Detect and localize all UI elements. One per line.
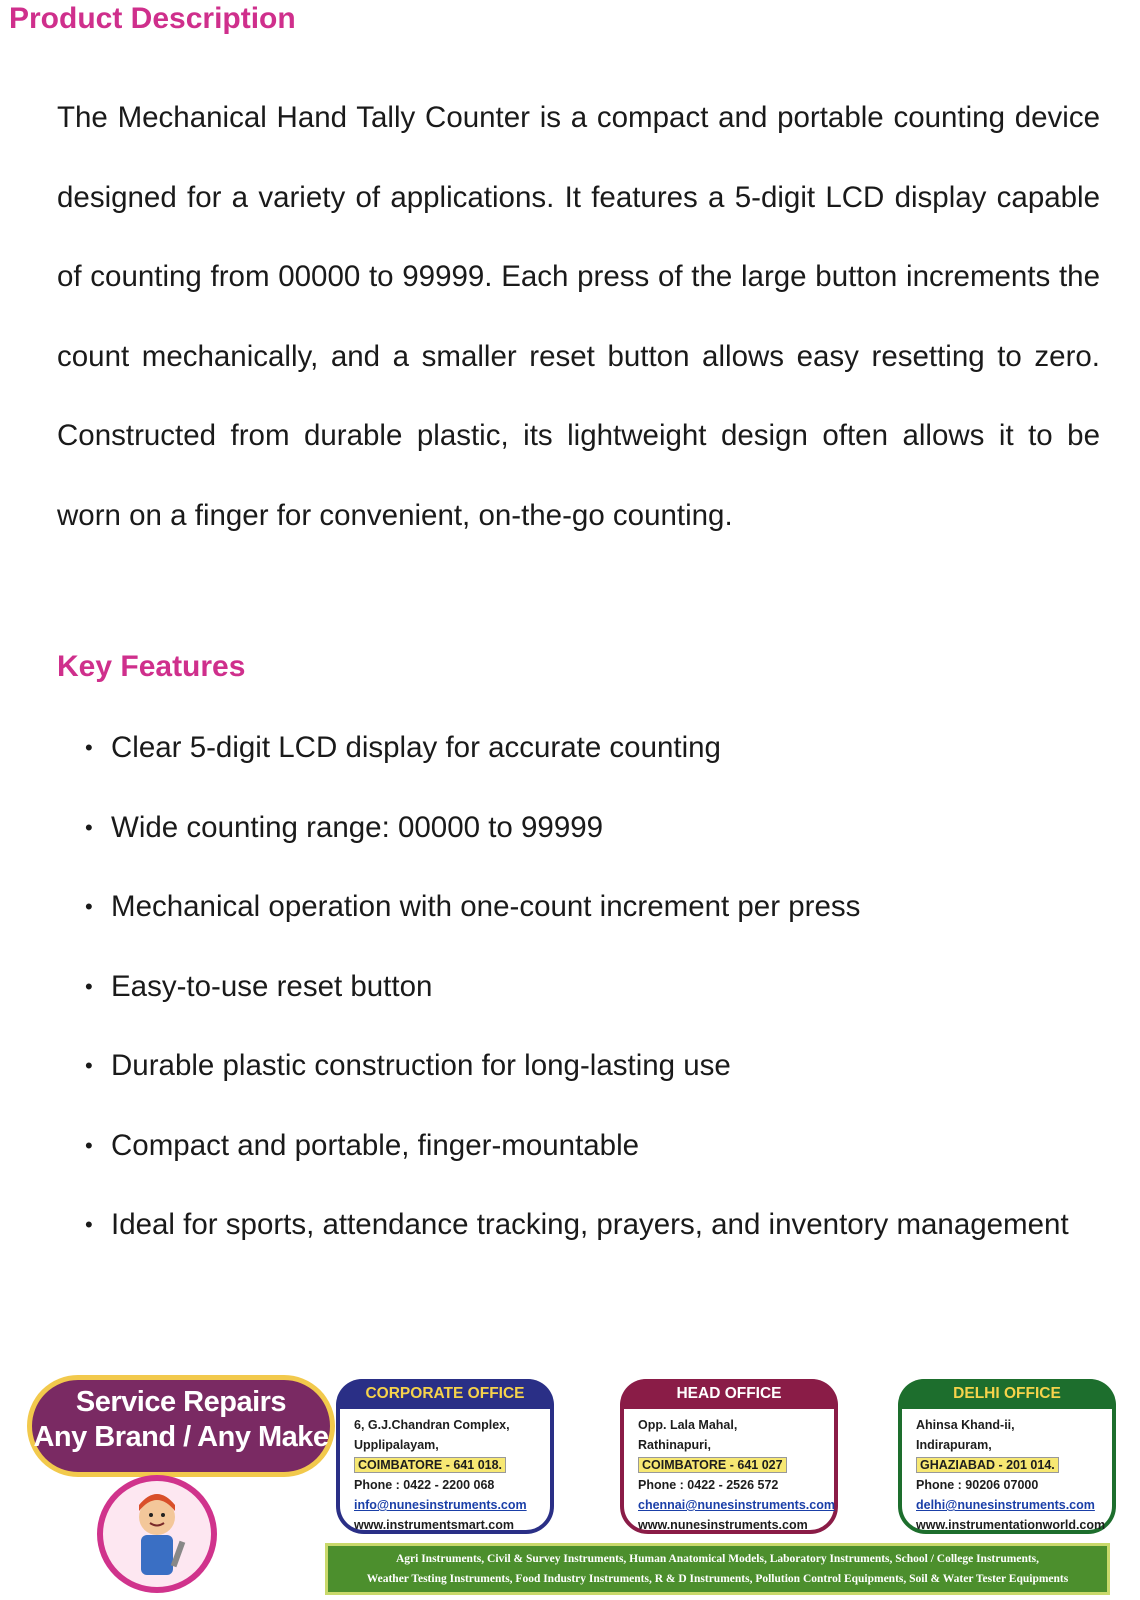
- list-item: • Compact and portable, finger-mountable: [85, 1106, 1100, 1186]
- address-line: Upplipalayam,: [354, 1438, 439, 1452]
- city-badge: COIMBATORE - 641 018.: [354, 1457, 506, 1473]
- bullet-icon: •: [85, 1212, 93, 1237]
- delhi-office-card: [898, 1379, 1116, 1534]
- phone-number: Phone : 0422 - 2200 068: [354, 1478, 495, 1492]
- footer-banner: [0, 1365, 1140, 1600]
- website-link[interactable]: www.instrumentationworld.com: [916, 1518, 1106, 1532]
- features-list: [85, 708, 1100, 1265]
- bullet-icon: •: [85, 1053, 93, 1078]
- bullet-icon: •: [85, 814, 93, 840]
- list-item: • Clear 5-digit LCD display for accurate counting: [85, 708, 1100, 788]
- service-badge: [27, 1375, 335, 1477]
- city-badge: COIMBATORE - 641 027: [638, 1457, 787, 1473]
- service-subtitle: Any Brand / Any Make: [33, 1421, 329, 1453]
- phone-number: Phone : 90206 07000: [916, 1478, 1039, 1492]
- email-link[interactable]: chennai@nunesinstruments.com: [638, 1498, 835, 1512]
- corporate-office-title: CORPORATE OFFICE: [336, 1379, 554, 1409]
- categories-line: Weather Testing Instruments, Food Industry Instruments, R & D Instruments, Pollution Control Equipments, Soil & Water Tester Equipments: [366, 1573, 1069, 1585]
- features-heading: Key Features: [57, 650, 246, 683]
- list-item: • Durable plastic construction for long-lasting use: [85, 1026, 1100, 1106]
- city-badge: GHAZIABAD - 201 014.: [916, 1457, 1059, 1473]
- phone-number: Phone : 0422 - 2526 572: [638, 1478, 779, 1492]
- categories-line: Agri Instruments, Civil & Survey Instruments, Human Anatomical Models, Laboratory Instruments, School / College Instruments,: [395, 1553, 1040, 1565]
- address-line: Opp. Lala Mahal,: [638, 1418, 738, 1432]
- list-item: • Easy-to-use reset button: [85, 947, 1100, 1027]
- head-office-title: HEAD OFFICE: [620, 1379, 838, 1409]
- corporate-office-card: [336, 1379, 554, 1534]
- address-line: Rathinapuri,: [638, 1438, 711, 1452]
- head-office-card: [620, 1379, 838, 1534]
- list-item: • Ideal for sports, attendance tracking, prayers, and inventory management: [85, 1185, 1100, 1265]
- email-link[interactable]: info@nunesinstruments.com: [354, 1498, 527, 1512]
- product-categories-bar: [325, 1543, 1110, 1595]
- delhi-office-title: DELHI OFFICE: [898, 1379, 1116, 1409]
- bullet-icon: •: [85, 894, 93, 919]
- address-line: Ahinsa Khand-ii,: [916, 1418, 1015, 1432]
- website-link[interactable]: www.nunesinstruments.com: [638, 1518, 808, 1532]
- product-description: The Mechanical Hand Tally Counter is a compact and portable counting device designed for a variety of applications. It features a 5-digit LCD display capable of counting from 00000 to 99999. Each press of the large button increments the count mechanically, and a smaller reset button allows easy resetting to zero. Constructed from durable plastic, its lightweight design often allows it to be worn on a finger for convenient, on-the-go counting.: [57, 101, 1100, 532]
- service-title: Service Repairs: [75, 1386, 287, 1418]
- address-line: 6, G.J.Chandran Complex,: [354, 1418, 510, 1432]
- bullet-icon: •: [85, 1132, 93, 1158]
- website-link[interactable]: www.instrumentsmart.com: [354, 1518, 514, 1532]
- address-line: Indirapuram,: [916, 1438, 992, 1452]
- list-item: • Wide counting range: 00000 to 99999: [85, 788, 1100, 868]
- email-link[interactable]: delhi@nunesinstruments.com: [916, 1498, 1095, 1512]
- mascot-icon: [97, 1475, 217, 1593]
- bullet-icon: •: [85, 973, 93, 999]
- bullet-icon: •: [85, 735, 93, 760]
- page-title: Product Description: [9, 2, 296, 35]
- list-item: • Mechanical operation with one-count increment per press: [85, 867, 1100, 947]
